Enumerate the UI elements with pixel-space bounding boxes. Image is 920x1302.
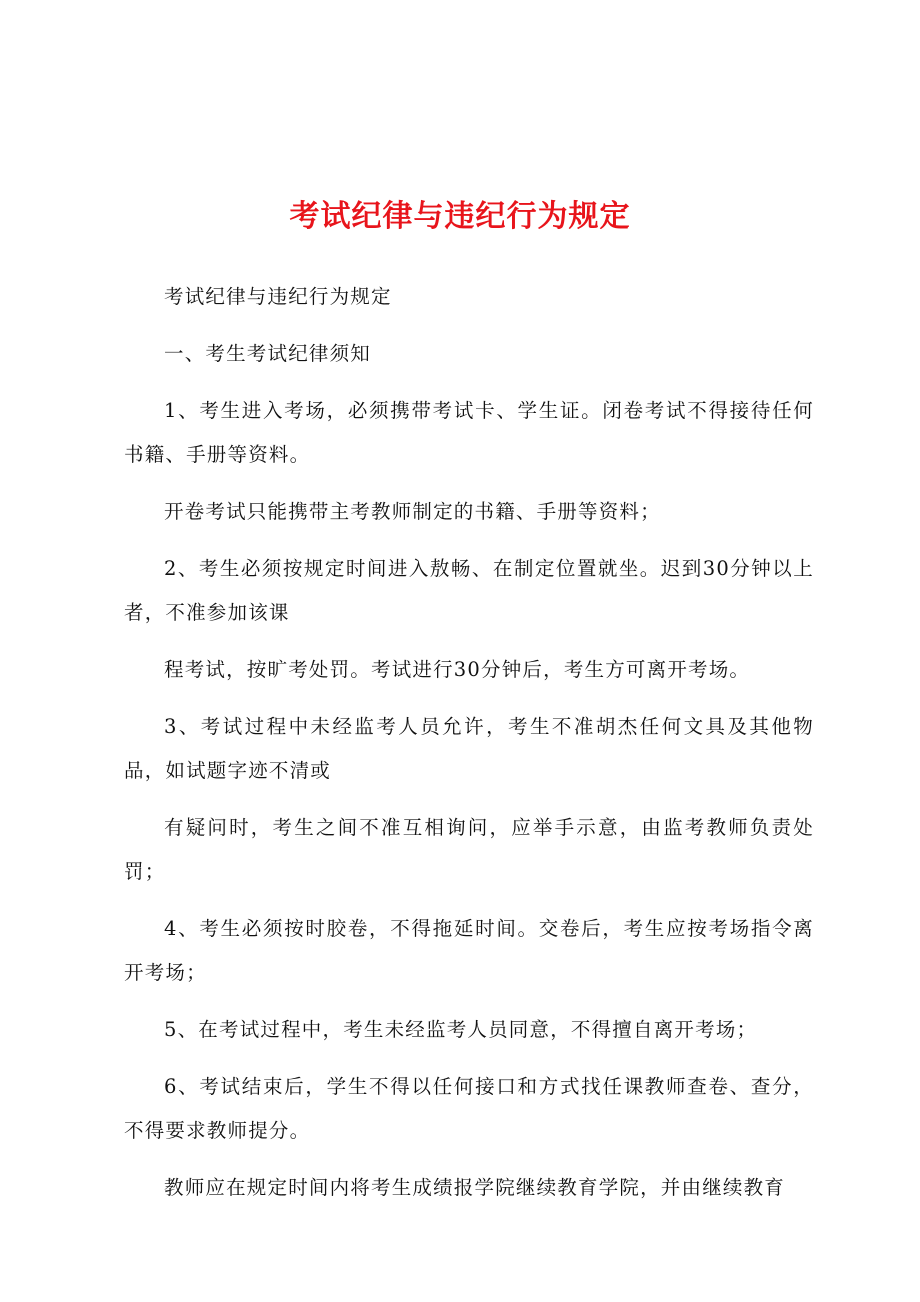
paragraph-subtitle: 考试纪律与违纪行为规定	[164, 285, 392, 308]
paragraph-rule-5: 5、在考试过程中，考生未经监考人员同意，不得擅自离开考场；	[164, 1018, 758, 1041]
document-title: 考试纪律与违纪行为规定	[289, 199, 631, 234]
paragraph-rule-3: 3、考试过程中未经监考人员允许，考生不准胡杰任何文具及其他物品，如试题字迹不清或	[124, 715, 814, 782]
paragraph-rule-2-continued: 程考试，按旷考处罚。考试进行30分钟后，考生方可离开考场。	[164, 658, 751, 681]
paragraph-rule-6-continued: 教师应在规定时间内将考生成绩报学院继续教育学院，并由继续教育	[164, 1176, 786, 1199]
paragraph-section-heading: 一、考生考试纪律须知	[164, 342, 372, 365]
paragraph-rule-4: 4、考生必须按时胶卷，不得拖延时间。交卷后，考生应按考场指令离开考场；	[124, 917, 814, 984]
paragraph-rule-3-continued: 有疑问时，考生之间不准互相询问，应举手示意，由监考教师负责处罚；	[124, 816, 814, 883]
paragraph-rule-2: 2、考生必须按规定时间进入敖畅、在制定位置就坐。迟到30分钟以上者，不准参加该课	[124, 557, 814, 624]
paragraph-rule-6: 6、考试结束后，学生不得以任何接口和方式找任课教师查卷、查分，不得要求教师提分。	[124, 1075, 814, 1142]
paragraph-rule-1: 1、考生进入考场，必须携带考试卡、学生证。闭卷考试不得接待任何书籍、手册等资料。	[124, 399, 814, 466]
paragraph-rule-1-continued: 开卷考试只能携带主考教师制定的书籍、手册等资料；	[164, 500, 661, 523]
document-body	[124, 275, 814, 1223]
